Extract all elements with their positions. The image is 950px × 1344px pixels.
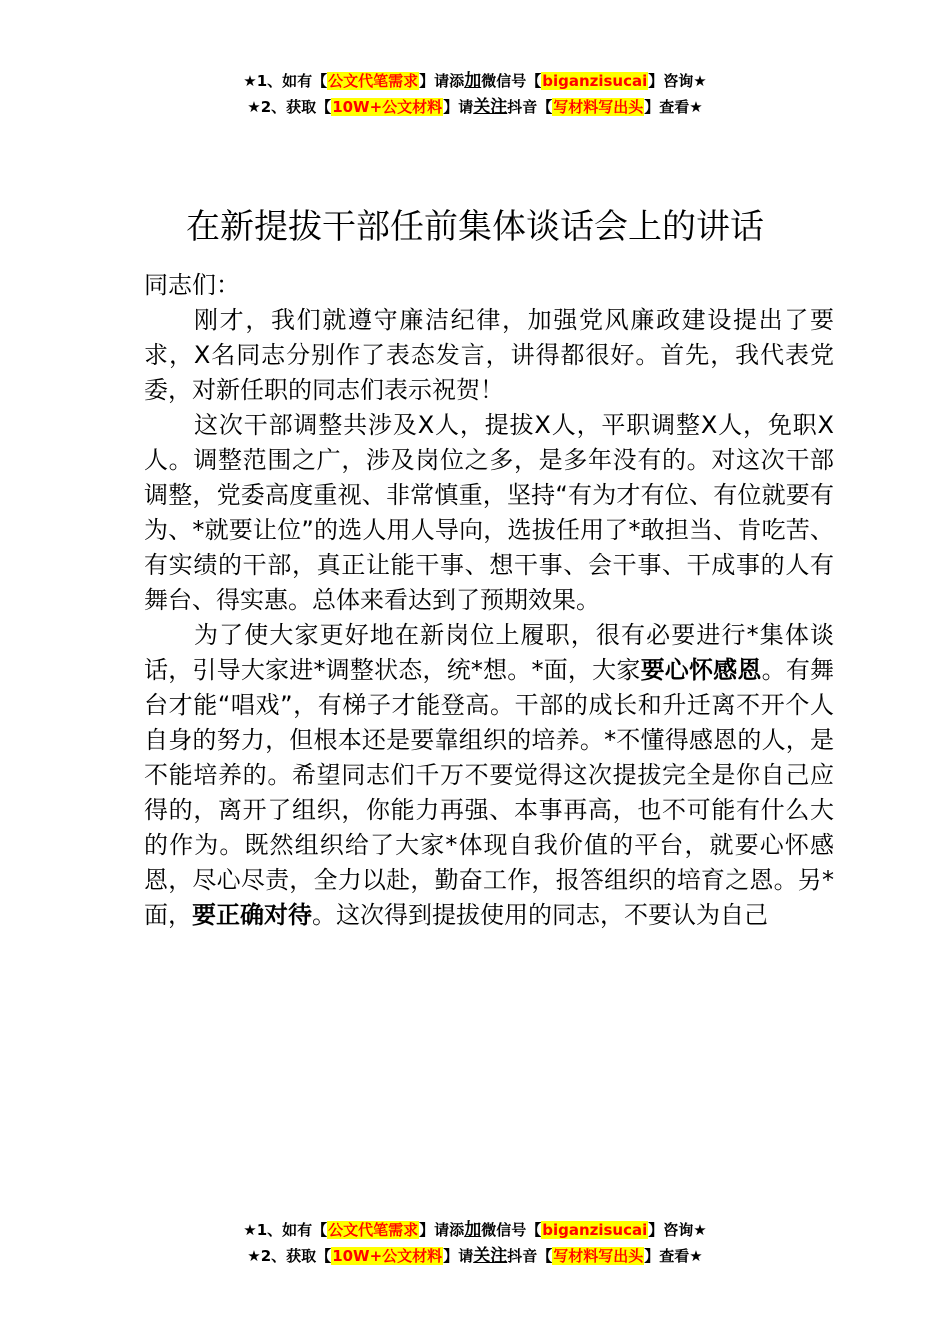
banner-text: 】查看★ bbox=[644, 98, 703, 116]
header-banner-line-2 bbox=[0, 94, 950, 120]
banner-highlight: biganzisucai bbox=[542, 72, 648, 90]
banner-emphasis: 加 bbox=[464, 71, 482, 91]
banner-text: 】咨询★ bbox=[648, 1221, 707, 1239]
banner-highlight: 写材料写出头 bbox=[553, 98, 644, 116]
banner-text: 抖音【 bbox=[507, 1247, 553, 1265]
header-banner-line-1 bbox=[0, 68, 950, 94]
banner-text: 】请添 bbox=[419, 72, 465, 90]
banner-text: 】查看★ bbox=[644, 1247, 703, 1265]
banner-text: 抖音【 bbox=[507, 98, 553, 116]
bold-emphasis: 要心怀感恩 bbox=[640, 656, 762, 684]
banner-text: 】请 bbox=[443, 1247, 474, 1265]
banner-highlight: 写材料写出头 bbox=[553, 1247, 644, 1265]
banner-text: 】请添 bbox=[419, 1221, 465, 1239]
banner-text: 微信号【 bbox=[481, 72, 542, 90]
banner-text: ★1、如有【 bbox=[243, 72, 328, 90]
paragraph-text: 为了使大家更好地在新岗位上履职，很有必要进行*集体谈话，引导大家进*调整状态，统*想。*面，大家 bbox=[144, 621, 834, 684]
footer-banner-line-1 bbox=[0, 1217, 950, 1243]
banner-text: ★1、如有【 bbox=[243, 1221, 328, 1239]
header-banner bbox=[0, 68, 950, 120]
paragraph-3 bbox=[144, 618, 834, 933]
paragraph-1: 刚才，我们就遵守廉洁纪律，加强党风廉政建设提出了要求，X名同志分别作了表态发言，讲得都很好。首先，我代表党委，对新任职的同志们表示祝贺！ bbox=[144, 306, 834, 404]
banner-text: ★2、获取【 bbox=[247, 1247, 332, 1265]
banner-text: 】请 bbox=[443, 98, 474, 116]
banner-highlight: 公文代笔需求 bbox=[328, 72, 419, 90]
footer-banner bbox=[0, 1217, 950, 1269]
banner-highlight: 10W+公文材料 bbox=[332, 98, 443, 116]
banner-text: ★2、获取【 bbox=[247, 98, 332, 116]
paragraph-text: 。这次得到提拔使用的同志，不要认为自己 bbox=[312, 901, 768, 929]
bold-emphasis: 要正确对待 bbox=[192, 901, 312, 929]
banner-emphasis: 关注 bbox=[473, 1246, 508, 1266]
paragraph-text: 。有舞台才能“唱戏”，有梯子才能登高。干部的成长和升迁离不开个人自身的努力，但根本还是要靠组织的培养。*不懂得感恩的人，是不能培养的。希望同志们千万不要觉得这次提拔完全是你自己应得的，离开了组织，你能力再强、本事再高，也不可能有什么大的作为。既然组织给了大家*体现自我价值的平台，就要心怀感恩，尽心尽责，全力以赴，勤奋工作，报答组织的培育之恩。另*面， bbox=[144, 656, 835, 929]
banner-highlight: 10W+公文材料 bbox=[332, 1247, 443, 1265]
salutation: 同志们： bbox=[144, 271, 240, 299]
document-title: 在新提拔干部任前集体谈话会上的讲话 bbox=[186, 206, 764, 247]
banner-text: 】咨询★ bbox=[648, 72, 707, 90]
paragraph-2: 这次干部调整共涉及X人，提拔X人，平职调整X人，免职X人。调整范围之广，涉及岗位之多，是多年没有的。对这次干部调整，党委高度重视、非常慎重，坚持“有为才有位、有位就要有为、*就要让位”的选人用人导向，选拔任用了*敢担当、肯吃苦、有实绩的干部，真正让能干事、想干事、会干事、干成事的人有舞台、得实惠。总体来看达到了预期效果。 bbox=[144, 411, 834, 614]
document-body bbox=[144, 268, 834, 933]
banner-highlight: biganzisucai bbox=[542, 1221, 648, 1239]
banner-text: 微信号【 bbox=[481, 1221, 542, 1239]
banner-highlight: 公文代笔需求 bbox=[328, 1221, 419, 1239]
banner-emphasis: 关注 bbox=[473, 97, 508, 117]
banner-emphasis: 加 bbox=[464, 1220, 482, 1240]
footer-banner-line-2 bbox=[0, 1243, 950, 1269]
